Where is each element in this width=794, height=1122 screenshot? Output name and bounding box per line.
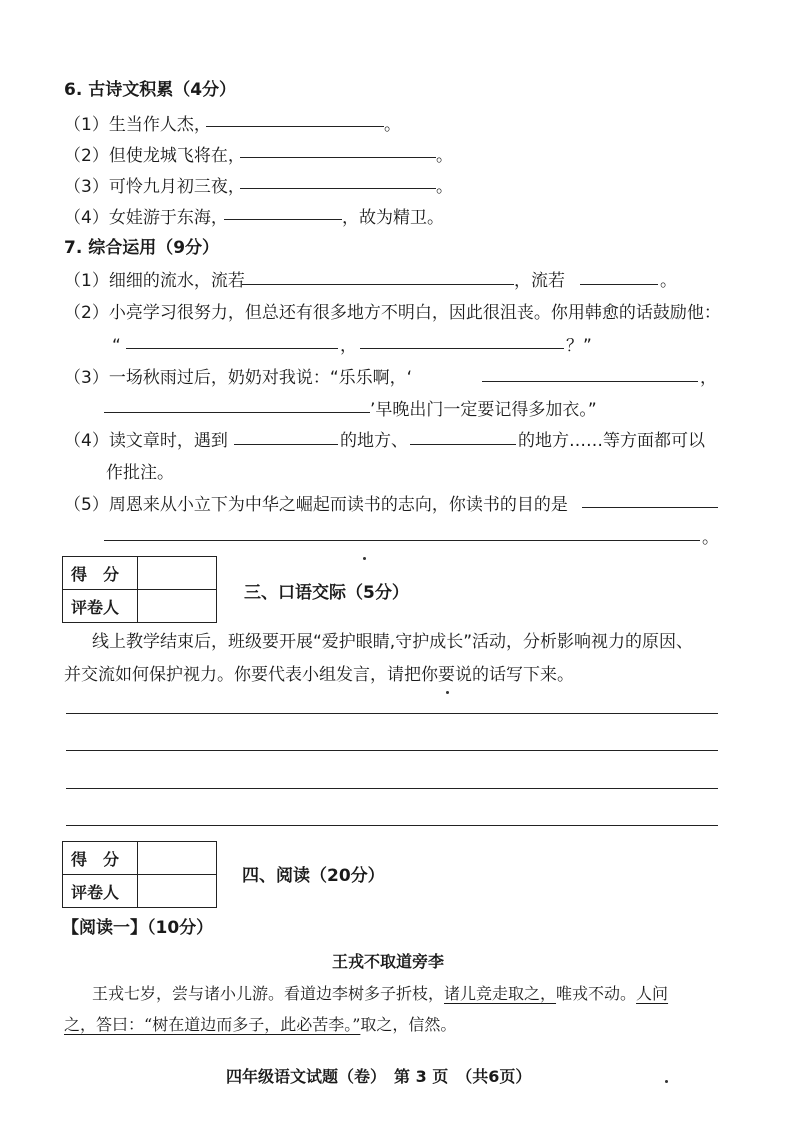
q7-item-5-end: 。 [702, 528, 719, 548]
q7-1-blank-2[interactable] [580, 284, 658, 285]
q7-item-1-c: 。 [660, 271, 677, 291]
q7-item-2-open-quote: “ [112, 336, 121, 356]
answer-line-1[interactable] [66, 713, 718, 714]
passage-underlined-segment: “树在道边而多子，此必苦李。” [144, 1015, 361, 1034]
q7-item-2-comma: ， [340, 336, 357, 356]
q7-2-blank-2[interactable] [360, 348, 564, 349]
section3-title: 三、口语交际（5分） [244, 583, 409, 603]
score-box-section3 [62, 556, 217, 623]
q7-5-blank-1[interactable] [582, 507, 718, 508]
reading1-label: 【阅读一】（10分） [62, 918, 214, 938]
speck-mark [665, 1080, 668, 1083]
page-footer: 四年级语文试题（卷） 第 3 页 （共6页） [226, 1067, 532, 1086]
q7-item-4-c: 的地方……等方面都可以 [518, 431, 705, 451]
section3-prompt-line2: 并交流如何保护视力。你要代表小组发言，请把你要说的话写下来。 [64, 665, 574, 685]
q7-3-blank-2[interactable] [104, 412, 370, 413]
q6-item-2: （2）但使龙城飞将在， [64, 146, 245, 166]
grader-label: 评卷人 [63, 875, 138, 908]
passage-line-2 [64, 1014, 456, 1036]
passage-underlined-segment: 之，答曰： [64, 1015, 145, 1034]
q7-item-3-line1-end: ， [700, 368, 717, 388]
q6-item-1-end: 。 [384, 115, 401, 135]
passage-segment: 取之，信然。 [360, 1015, 457, 1034]
passage-title: 王戎不取道旁李 [332, 952, 445, 971]
passage-line-1 [92, 983, 668, 1005]
q6-item-3: （3）可怜九月初三夜， [64, 177, 245, 197]
grader-cell[interactable] [138, 590, 217, 623]
q7-2-blank-1[interactable] [126, 348, 338, 349]
speck-mark [446, 691, 449, 694]
q7-title: 7. 综合运用（9分） [64, 238, 220, 258]
q7-item-4-line2: 作批注。 [106, 463, 174, 483]
section3-prompt-line1: 线上教学结束后，班级要开展“爱护眼睛,守护成长”活动，分析影响视力的原因、 [92, 632, 694, 652]
q6-answer-blank-1[interactable] [206, 126, 384, 127]
score-cell[interactable] [138, 557, 217, 590]
grader-label: 评卷人 [63, 590, 138, 623]
passage-underlined-segment: 诸儿竞走取之， [444, 984, 557, 1003]
speck-mark [363, 557, 366, 560]
q7-5-blank-2[interactable] [104, 540, 700, 541]
q6-item-4-end: ，故为精卫。 [342, 208, 444, 228]
q6-answer-blank-4[interactable] [224, 219, 342, 220]
q7-item-1-a: （1）细细的流水，流若 [64, 271, 245, 291]
answer-line-4[interactable] [66, 825, 718, 826]
q7-item-4-b: 的地方、 [340, 431, 408, 451]
q7-4-blank-1[interactable] [234, 444, 338, 445]
q6-item-4: （4）女娃游于东海， [64, 208, 228, 228]
score-label: 得 分 [63, 842, 138, 875]
q7-item-4-a: （4）读文章时，遇到 [64, 431, 228, 451]
q7-item-2-close-quote: ？” [566, 336, 592, 356]
q6-item-2-end: 。 [436, 146, 453, 166]
answer-line-2[interactable] [66, 750, 718, 751]
q7-item-2-prompt: （2）小亮学习很努力，但总还有很多地方不明白，因此很沮丧。你用韩愈的话鼓励他： [64, 303, 721, 323]
q7-4-blank-2[interactable] [410, 444, 516, 445]
q6-answer-blank-3[interactable] [240, 188, 436, 189]
q6-item-3-end: 。 [436, 177, 453, 197]
q7-item-3-line2: ’早晚出门一定要记得多加衣。” [370, 400, 597, 420]
score-box-section4 [62, 841, 217, 908]
passage-segment: 王戎七岁，尝与诸小儿游。看道边李树多子折枝， [92, 984, 445, 1003]
q6-item-1: （1）生当作人杰， [64, 115, 211, 135]
passage-segment: 唯戎不动。 [556, 984, 637, 1003]
grader-cell[interactable] [138, 875, 217, 908]
q7-1-blank-1[interactable] [242, 284, 514, 285]
q6-answer-blank-2[interactable] [240, 157, 436, 158]
q6-title: 6. 古诗文积累（4分） [64, 80, 237, 100]
q7-item-5-line1: （5）周恩来从小立下为中华之崛起而读书的志向，你读书的目的是 [64, 495, 568, 515]
section4-title: 四、阅读（20分） [242, 866, 385, 886]
answer-line-3[interactable] [66, 788, 718, 789]
score-cell[interactable] [138, 842, 217, 875]
score-label: 得 分 [63, 557, 138, 590]
q7-3-blank-1[interactable] [482, 381, 698, 382]
q7-item-3-line1: （3）一场秋雨过后，奶奶对我说：“乐乐啊，‘ [64, 368, 413, 388]
q7-item-1-b: ，流若 [514, 271, 565, 291]
passage-underlined-segment: 人问 [636, 984, 669, 1003]
